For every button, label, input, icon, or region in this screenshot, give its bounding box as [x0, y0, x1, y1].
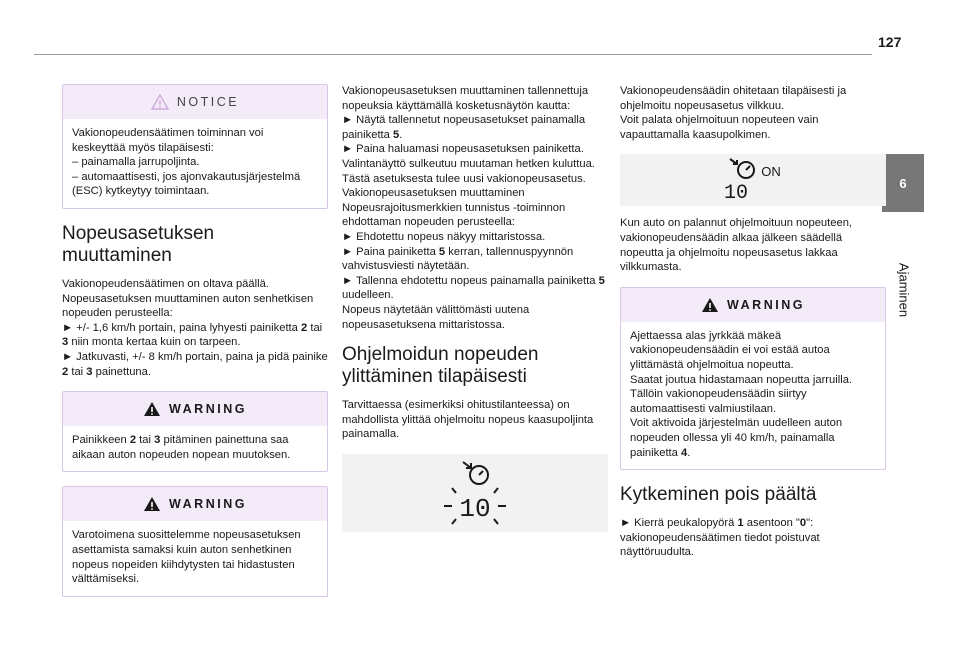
warning-triangle-icon: [701, 297, 719, 313]
speedometer-on-illustration: [708, 158, 798, 202]
section-heading-change-speed: Nopeusasetuksen muuttaminen: [62, 222, 215, 266]
warning-header: [63, 392, 327, 426]
instruction-step: ► Paina haluamasi nopeusasetuksen painiketta.: [342, 143, 584, 156]
body-text: Kun auto on palannut ohjelmoituun nopeuteen, vakionopeudensäädin alkaa jälkeen säädellä nopeutta ja ohjelmoitu nopeusasetus lakkaa vilkkumasta.: [620, 217, 853, 274]
body-text: Vakionopeusasetuksen muuttaminen tallennettuja nopeuksia käyttämällä kosketusnäytön kautta:: [342, 85, 589, 112]
notice-line: – painamalla jarrupoljinta.: [72, 156, 200, 169]
body-text: Vakionopeudensäätimen on oltava päällä.: [62, 277, 269, 290]
instruction-step: ► +/- 1,6 km/h portain, paina lyhyesti painiketta 2 tai 3 niin monta kertaa kuin on tarpeen.: [62, 321, 323, 349]
page-number: 127: [878, 34, 902, 50]
section-heading-exceed-speed: Ohjelmoidun nopeuden ylittäminen tilapäisesti: [342, 344, 539, 388]
section-heading-switch-off: Kytkeminen pois päältä: [620, 484, 817, 506]
instruction-step: ► Kierrä peukalopyörä 1 asentoon "0": vakionopeudensäätimen tiedot poistuvat näyttöruudulta.: [620, 517, 820, 559]
chapter-tab[interactable]: 6: [882, 154, 924, 212]
warning-title: WARNING: [169, 497, 247, 512]
notice-title: NOTICE: [176, 95, 240, 109]
column-3: [620, 84, 886, 560]
notice-box: [62, 84, 328, 209]
figure-flashing-speed: [342, 454, 608, 532]
instruction-step: ► Jatkuvasti, +/- 8 km/h portain, paina ja pidä painike 2 tai 3 painettuna.: [62, 350, 328, 378]
figure-speed-on: [620, 154, 886, 206]
warning-body: Ajettaessa alas jyrkkää mäkeä vakionopeudensäädin ei voi estää autoa ylittämästä ohjelmoitua nopeutta. Saatat joutua hidastamaan nopeutta jarruilla. Tällöin vakionopeudensäädin siirtyy automaattisesti valmiustilaan. Voit aktivoida järjestelmän uudelleen auton nopeuden ollessa yli 40 km/h, painamalla painiketta 4.: [630, 329, 853, 459]
warning-triangle-icon: [143, 496, 161, 512]
warning-triangle-icon: [151, 94, 169, 110]
chapter-title: Ajaminen: [896, 262, 912, 318]
instruction-step: ► Ehdotettu nopeus näkyy mittaristossa.: [342, 230, 546, 243]
figure-digits: 10: [723, 182, 749, 203]
notice-body: [63, 119, 327, 208]
notice-line: – automaattisesti, jos ajonvakautusjärjestelmä (ESC) kytkeytyy toimintaan.: [72, 170, 301, 198]
body-text: Nopeusasetuksen muuttaminen auton senhetkisen nopeuden perusteella:: [62, 292, 314, 320]
warning-box-1: [62, 391, 328, 472]
instruction-step: ► Paina painiketta 5 kerran, tallennuspyynnön vahvistusviesti näytetään.: [342, 245, 574, 273]
column-2: [342, 84, 608, 532]
body-text: Nopeus näytetään välittömästi uutena nopeusasetuksena mittaristossa.: [342, 303, 530, 331]
body-text: Tarvittaessa (esimerkiksi ohitustilanteessa) on mahdollista ylittää ohjelmoitu nopeus kaasupoljinta painamalla.: [342, 399, 594, 441]
warning-header: [621, 288, 885, 322]
warning-box-3: [620, 287, 886, 470]
header-rule: [34, 54, 872, 55]
body-text: Valintanäyttö sulkeutuu muutaman hetken kuluttua.: [342, 157, 595, 170]
figure-status: ON: [761, 164, 781, 180]
body-text: Tästä asetuksesta tulee uusi vakionopeusasetus.: [342, 172, 586, 185]
warning-box-2: [62, 486, 328, 596]
body-text: Vakionopeudensäädin ohitetaan tilapäisesti ja ohjelmoitu nopeusasetus vilkkuu. Voit palata ohjelmoituun nopeuteen vain vapauttamalla kaasupolkimen.: [620, 85, 847, 141]
warning-title: WARNING: [727, 297, 805, 312]
svg-text:10: 10: [459, 493, 491, 524]
warning-body: Painikkeen 2 tai 3 pitäminen painettuna saa aikaan auton nopeuden nopean muutoksen.: [72, 434, 291, 461]
instruction-step: ► Tallenna ehdotettu nopeus painamalla painiketta 5 uudelleen.: [342, 274, 605, 302]
instruction-step: ► Näytä tallennetut nopeusasetukset painamalla painiketta 5.: [342, 114, 586, 141]
warning-body: Varotoimena suosittelemme nopeusasetuksen asettamista samaksi kuin auton senhetkinen nopeus nopeiden kiihdytysten tai hidastusten välttämiseksi.: [72, 529, 301, 586]
body-text: Vakionopeusasetuksen muuttaminen Nopeusrajoitusmerkkien tunnistus -toiminnon ehdottaman nopeuden perusteella:: [342, 187, 566, 229]
warning-title: WARNING: [169, 402, 247, 417]
warning-triangle-icon: [143, 401, 161, 417]
notice-line: Vakionopeudensäätimen toiminnan voi keskeyttää myös tilapäisesti:: [72, 127, 264, 154]
warning-header: [63, 487, 327, 521]
notice-header: [63, 85, 327, 119]
column-1: [62, 84, 328, 611]
speedometer-flashing-illustration: [430, 458, 520, 528]
